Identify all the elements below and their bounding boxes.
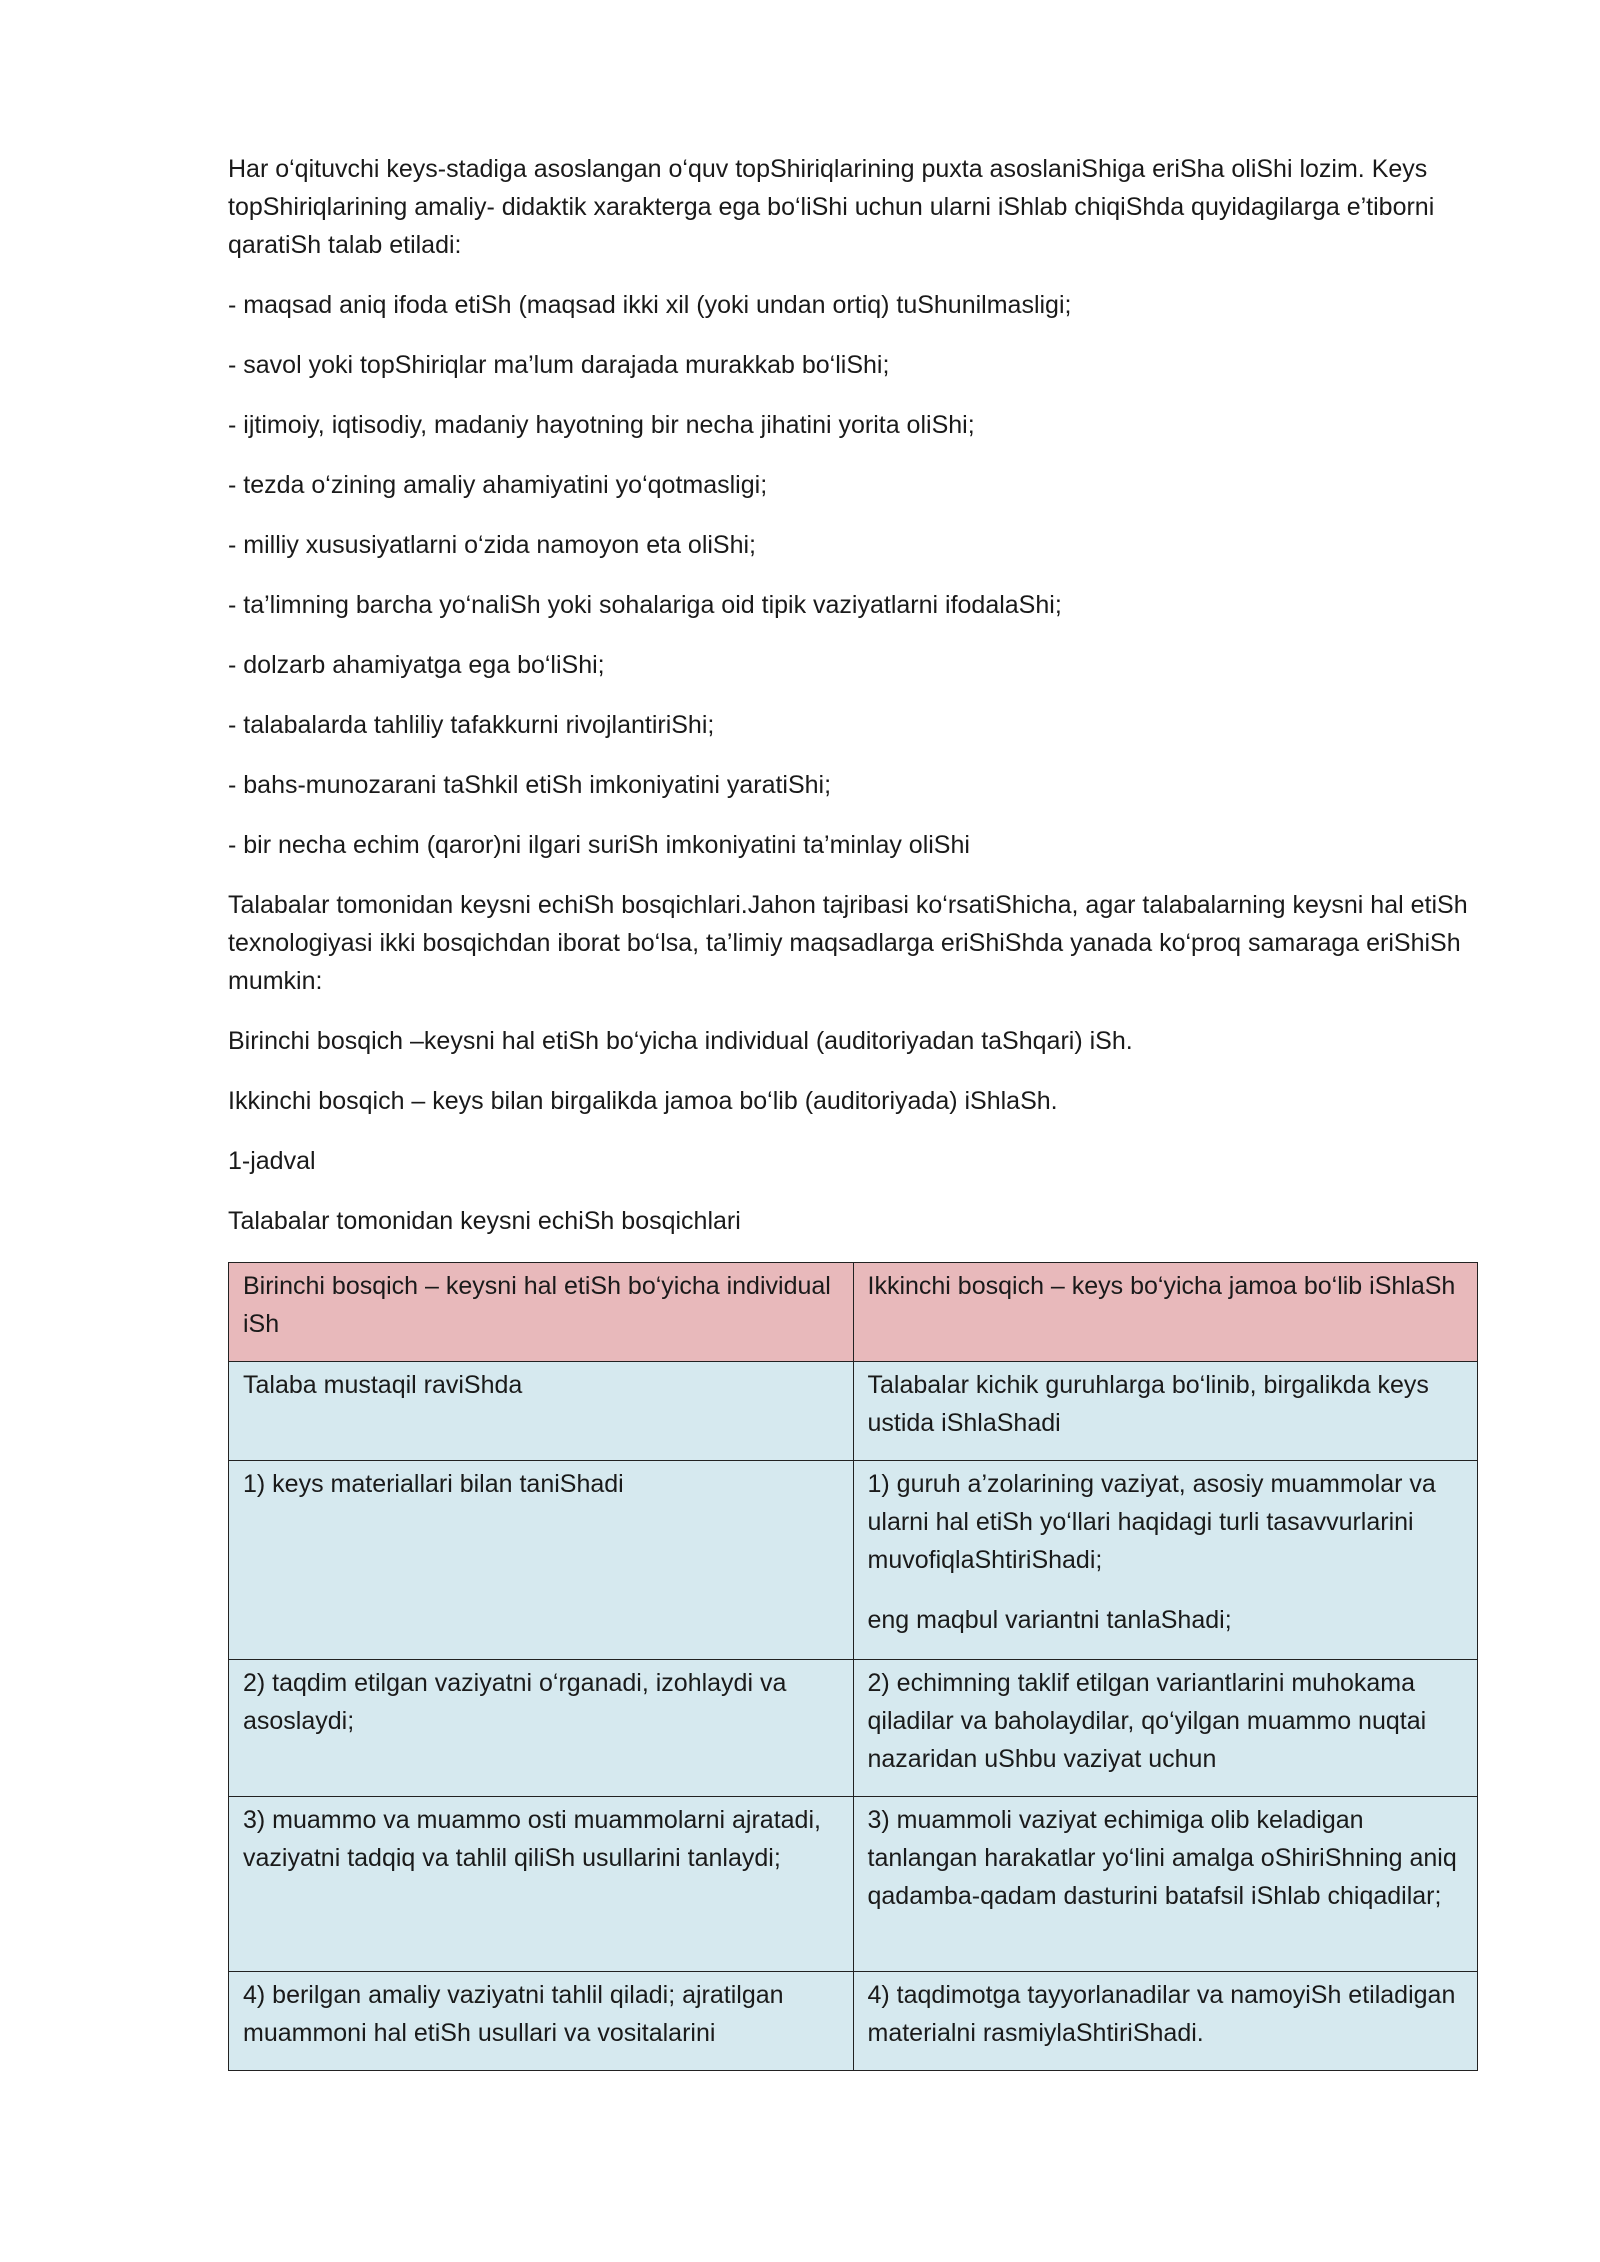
table-cell (853, 1461, 1478, 1660)
table-cell: 4) berilgan amaliy vaziyatni tahlil qiladi; ajratilgan muammoni hal etiSh usullari va vositalarini (229, 1972, 854, 2071)
bullet-item: - maqsad aniq ifoda etiSh (maqsad ikki xil (yoki undan ortiq) tuShunilmasligi; (228, 291, 1072, 319)
table-number: 1-jadval (228, 1147, 316, 1175)
bullet-item: - bahs-munozarani taShkil etiSh imkoniyatini yaratiShi; (228, 771, 832, 799)
table-cell: 3) muammoli vaziyat echimiga olib keladigan tanlangan harakatlar yo‘lini amalga oShiriShning aniq qadamba-qadam dasturini batafsil iShlab chiqadilar; (853, 1797, 1478, 1972)
table-title: Talabalar tomonidan keysni echiSh bosqichlari (228, 1207, 741, 1235)
table-cell: Talaba mustaqil raviShda (229, 1362, 854, 1461)
table-row (229, 1461, 1478, 1660)
table-row (229, 1362, 1478, 1461)
cell-paragraph: eng maqbul variantni tanlaShadi; (867, 1606, 1232, 1634)
bullet-item: - ijtimoiy, iqtisodiy, madaniy hayotning bir necha jihatini yorita oliShi; (228, 411, 975, 439)
document-page (228, 150, 1478, 2071)
bullet-item: - talabalarda tahliliy tafakkurni rivojlantiriShi; (228, 711, 715, 739)
table-cell: 2) taqdim etilgan vaziyatni o‘rganadi, izohlaydi va asoslaydi; (229, 1660, 854, 1797)
stage-one-paragraph: Birinchi bosqich –keysni hal etiSh bo‘yicha individual (auditoriyadan taShqari) iSh. (228, 1027, 1133, 1055)
table-row (229, 1660, 1478, 1797)
table-row (229, 1972, 1478, 2071)
stage-two-paragraph: Ikkinchi bosqich – keys bilan birgalikda jamoa bo‘lib (auditoriyada) iShlaSh. (228, 1087, 1058, 1115)
bullet-item: - bir necha echim (qaror)ni ilgari suriSh imkoniyatini ta’minlay oliShi (228, 831, 970, 859)
table-row (229, 1797, 1478, 1972)
table-cell: 4) taqdimotga tayyorlanadilar va namoyiSh etiladigan materialni rasmiylaShtiriShadi. (853, 1972, 1478, 2071)
bullet-item: - tezda o‘zining amaliy ahamiyatini yo‘qotmasligi; (228, 471, 768, 499)
table-cell: Talabalar kichik guruhlarga bo‘linib, birgalikda keys ustida iShlaShadi (853, 1362, 1478, 1461)
intro-paragraph: Har o‘qituvchi keys-stadiga asoslangan o‘quv topShiriqlarining puxta asoslaniShiga eriSha oliShi lozim. Keys topShiriqlarining amaliy- didaktik xarakterga ega bo‘liShi uchun ularni iShlab chiqiShda quyidagilarga e’tiborni qaratiSh talab etiladi: (228, 155, 1435, 259)
table-header-cell: Ikkinchi bosqich – keys bo‘yicha jamoa bo‘lib iShlaSh (853, 1263, 1478, 1362)
stages-table (228, 1262, 1478, 2071)
cell-paragraph: 1) guruh a’zolarining vaziyat, asosiy muammolar va ularni hal etiSh yo‘llari haqidagi turli tasavvurlarini muvofiqlaShtiriShadi; (867, 1470, 1436, 1574)
table-header-row (229, 1263, 1478, 1362)
bullet-item: - savol yoki topShiriqlar ma’lum darajada murakkab bo‘liShi; (228, 351, 890, 379)
bullet-item: - milliy xususiyatlarni o‘zida namoyon eta oliShi; (228, 531, 757, 559)
bullet-item: - ta’limning barcha yo‘naliSh yoki sohalariga oid tipik vaziyatlarni ifodalaShi; (228, 591, 1062, 619)
table-cell: 3) muammo va muammo osti muammolarni ajratadi, vaziyatni tadqiq va tahlil qiliSh usullarini tanlaydi; (229, 1797, 854, 1972)
table-header-cell: Birinchi bosqich – keysni hal etiSh bo‘yicha individual iSh (229, 1263, 854, 1362)
table-cell: 2) echimning taklif etilgan variantlarini muhokama qiladilar va baholaydilar, qo‘yilgan muammo nuqtai nazaridan uShbu vaziyat uchun (853, 1660, 1478, 1797)
stages-paragraph: Talabalar tomonidan keysni echiSh bosqichlari.Jahon tajribasi ko‘rsatiShicha, agar talabalarning keysni hal etiSh texnologiyasi ikki bosqichdan iborat bo‘lsa, ta’limiy maqsadlarga eriShiShda yanada ko‘proq samaraga eriShiSh mumkin: (228, 891, 1468, 995)
bullet-item: - dolzarb ahamiyatga ega bo‘liShi; (228, 651, 605, 679)
table-cell: 1) keys materiallari bilan taniShadi (229, 1461, 854, 1660)
